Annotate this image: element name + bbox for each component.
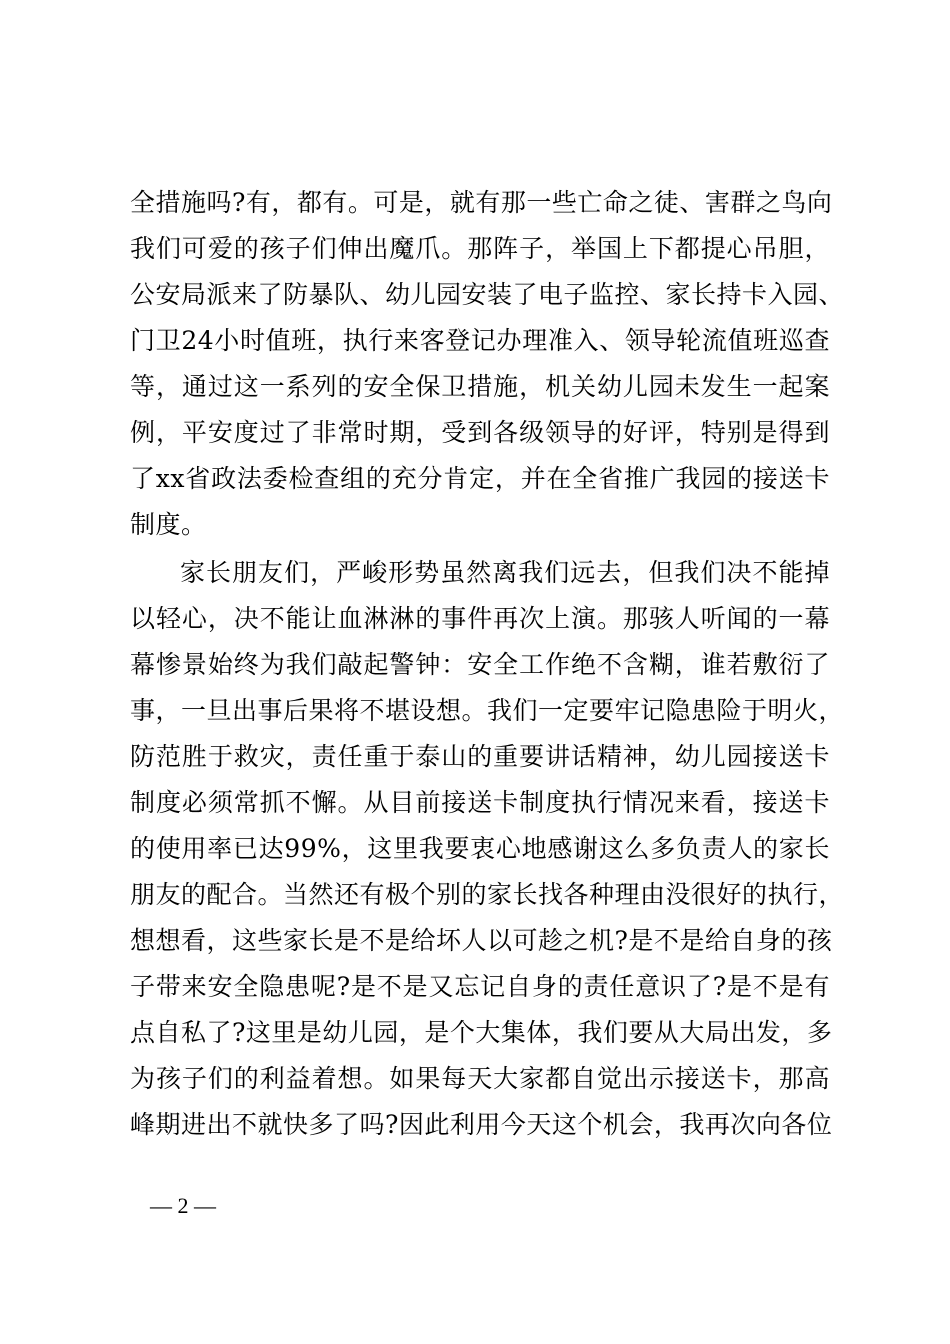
text-line: 子带来安全隐患呢?是不是又忘记自身的责任意识了?是不是有 <box>130 972 830 1001</box>
text-line: 防范胜于救灾，责任重于泰山的重要讲话精神，幼儿园接送卡 <box>130 742 830 771</box>
text-line: 峰期进出不就快多了吗?因此利用今天这个机会，我再次向各位 <box>130 1110 833 1139</box>
text-line: 我们可爱的孩子们伸出魔爪。那阵子，举国上下都提心吊胆， <box>130 234 830 263</box>
text-line: 的使用率已达99%，这里我要衷心地感谢这么多负责人的家长 <box>130 834 830 863</box>
paragraph-first-line: 家长朋友们，严峻形势虽然离我们远去，但我们决不能掉 <box>180 558 830 587</box>
page-number: — 2 — <box>150 1193 216 1218</box>
text-line: 了xx省政法委检查组的充分肯定，并在全省推广我园的接送卡 <box>130 464 830 493</box>
text-line: 事，一旦出事后果将不堪设想。我们一定要牢记隐患险于明火， <box>130 696 845 725</box>
text-line: 制度。 <box>130 510 207 539</box>
text-line: 全措施吗?有，都有。可是，就有那一些亡命之徒、害群之鸟向 <box>130 188 833 217</box>
text-line: 幕惨景始终为我们敲起警钟：安全工作绝不含糊，谁若敷衍了 <box>130 650 830 679</box>
body-text <box>130 180 845 1148</box>
text-line: 例，平安度过了非常时期，受到各级领导的好评，特别是得到 <box>130 418 830 447</box>
text-line: 朋友的配合。当然还有极个别的家长找各种理由没很好的执行， <box>130 880 845 909</box>
text-line: 以轻心，决不能让血淋淋的事件再次上演。那骇人听闻的一幕 <box>130 604 830 633</box>
text-line: 门卫24小时值班，执行来客登记办理准入、领导轮流值班巡查 <box>130 326 830 355</box>
text-line: 为孩子们的利益着想。如果每天大家都自觉出示接送卡，那高 <box>130 1064 830 1093</box>
text-line: 等，通过这一系列的安全保卫措施，机关幼儿园未发生一起案 <box>130 372 830 401</box>
text-line: 想想看，这些家长是不是给坏人以可趁之机?是不是给自身的孩 <box>130 926 833 955</box>
text-line: 公安局派来了防暴队、幼儿园安装了电子监控、家长持卡入园、 <box>130 280 845 309</box>
text-line: 制度必须常抓不懈。从目前接送卡制度执行情况来看，接送卡 <box>130 788 830 817</box>
text-line: 点自私了?这里是幼儿园，是个大集体，我们要从大局出发，多 <box>130 1018 833 1047</box>
